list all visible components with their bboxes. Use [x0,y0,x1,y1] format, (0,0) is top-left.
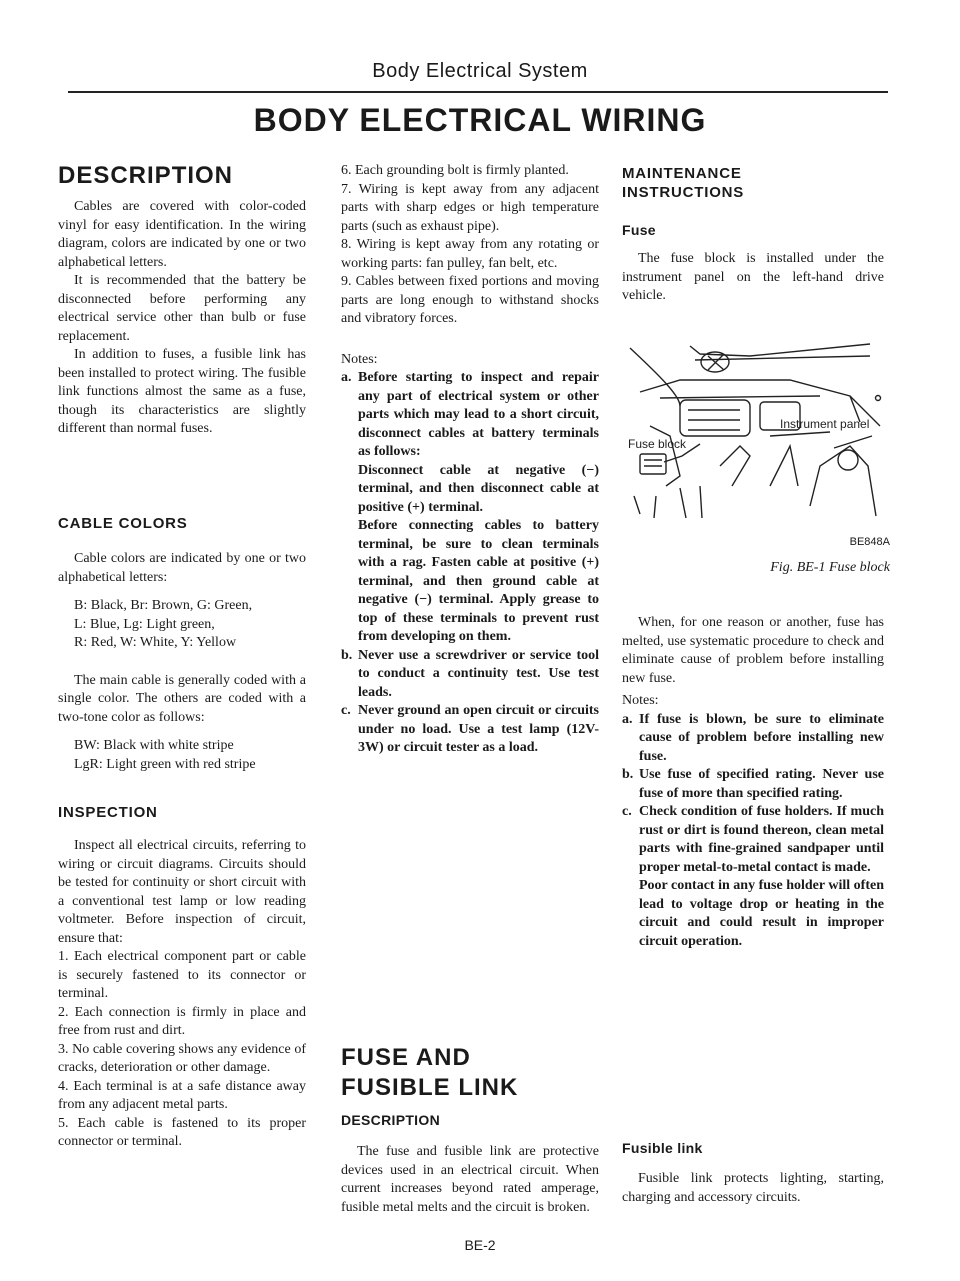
description-section [58,198,306,439]
inspection-paragraph: Inspect all electrical circuits, referring to wiring or circuit diagrams. Circuits should be tested for continuity or short circuit with a conventional test lamp or low reading voltmeter. Before inspection of circuit, ensure that: [58,838,306,946]
color-code-line-3: R: Red, W: White, Y: Yellow [74,635,237,650]
inspection-heading: INSPECTION [58,804,158,821]
notes-label: Notes: [341,351,378,367]
note-a-paragraph-3: Before connecting cables to battery terminal, be sure to clean terminals with a rag. Fasten cable at positive (+) terminal, and then ground cable at negative (−) terminal. Apply grease to top of these terminals to prevent rust from developing on them. [358,518,599,644]
fuse-note-c-paragraph-2: Poor contact in any fuse holder will often lead to voltage drop or heating in the circuit and could result in improper circuit operation. [639,878,884,949]
fuse-heading-line-1: FUSE AND [341,1044,471,1071]
note-a-paragraph-2: Disconnect cable at negative (−) terminal, and then disconnect cable at positive (+) terminal. [358,462,599,515]
fusible-link-heading: Fusible link [622,1140,703,1156]
inspection-item-9: 9. Cables between fixed portions and moving parts are long enough to withstand shocks and vibratory forces. [341,274,599,326]
page-title: BODY ELECTRICAL WIRING [253,102,707,138]
note-a [341,369,599,647]
fuse-location-paragraph: The fuse block is installed under the instrument panel on the left-hand drive vehicle. [622,251,884,303]
inspection-item-2: 2. Each connection is firmly in place and free from rust and dirt. [58,1004,306,1038]
fuse-note-c-paragraph-1: Check condition of fuse holders. If much rust or dirt is found thereon, clean metal parts with fine-grained sandpaper until proper metal-to-metal contact is made. [639,804,884,875]
inspection-item-8: 8. Wiring is kept away from any rotating or working parts: fan pulley, fan belt, etc. [341,237,599,271]
two-tone-line-1: BW: Black with white stripe [74,738,234,753]
inspection-continued-section [341,162,599,758]
header-rule [68,91,888,93]
color-code-line-1: B: Black, Br: Brown, G: Green, [74,598,253,613]
fuse-note-b [622,766,884,803]
inspection-item-1: 1. Each electrical component part or cable is securely fastened to its connector or terminal. [58,949,306,1001]
running-header: Body Electrical System [372,60,588,82]
note-c [341,702,599,758]
fuse-procedure-paragraph: When, for one reason or another, fuse has melted, use systematic procedure to check and eliminate cause of problem before installing new fuse. [622,615,884,686]
fuse-notes-label: Notes: [622,693,659,708]
page-number: BE-2 [464,1237,496,1253]
fusible-link-paragraph: Fusible link protects lighting, starting, charging and accessory circuits. [622,1171,884,1205]
cable-colors-heading: CABLE COLORS [58,515,188,532]
fuse-description-heading: DESCRIPTION [341,1112,440,1128]
figure-caption: Fig. BE-1 Fuse block [770,560,890,575]
maintenance-heading-line-1: MAINTENANCE [622,165,742,182]
fuse-notes-section [622,692,884,951]
cable-colors-intro: Cable colors are indicated by one or two alphabetical letters: [58,551,306,585]
two-tone-line-2: LgR: Light green with red stripe [74,756,256,772]
cable-colors-section [58,550,306,774]
note-c-label: c. [341,703,351,718]
figure-code: BE848A [849,536,890,548]
fuse-note-a [622,711,884,767]
inspection-item-6: 6. Each grounding bolt is firmly planted. [341,163,569,178]
figure-label-fuse-block: Fuse block [628,437,687,451]
fuse-note-a-label: a. [622,711,633,727]
fuse-block-figure [620,336,890,551]
fuse-subheading: Fuse [622,222,656,238]
note-c-text: Never ground an open circuit or circuits under no load. Use a test lamp (12V-3W) or circuit tester as a load. [358,703,599,755]
inspection-item-5: 5. Each cable is fastened to its proper connector or terminal. [58,1115,306,1149]
inspection-item-4: 4. Each terminal is at a safe distance away from any adjacent metal parts. [58,1078,306,1112]
fuse-note-c [622,803,884,951]
note-a-label: a. [341,370,352,385]
note-b [341,647,599,703]
inspection-item-7: 7. Wiring is kept away from any adjacent parts with sharp edges or high temperature parts (such as exhaust pipe). [341,181,599,234]
cable-colors-two-tone-intro: The main cable is generally coded with a single color. The others are coded with a two-tone color as follows: [58,672,306,725]
note-a-paragraph-1: Before starting to inspect and repair any part of electrical system or other parts which may lead to a short circuit, disconnect cables at battery terminals as follows: [358,370,599,459]
inspection-section [58,837,306,1152]
fuse-note-a-text: If fuse is blown, be sure to eliminate cause of problem before installing new fuse. [639,711,884,764]
fuse-note-c-label: c. [622,804,632,819]
fuse-heading-line-2: FUSIBLE LINK [341,1074,519,1101]
figure-label-instrument-panel: Instrument panel [780,417,870,431]
description-paragraph-3: In addition to fuses, a fusible link has been installed to protect wiring. The fusible link functions almost the same as a fuse, though its characteristics are slightly different than normal fuses. [58,347,306,436]
maintenance-heading-line-2: INSTRUCTIONS [622,184,745,201]
description-paragraph-2: It is recommended that the battery be disconnected before performing any electrical service other than bulb or fuse replacement. [58,273,306,344]
description-paragraph-1: Cables are covered with color-coded vinyl for easy identification. In the wiring diagram, colors are indicated by one or two alphabetical letters. [58,199,306,270]
fuse-description-paragraph: The fuse and fusible link are protective devices used in an electrical circuit. When current increases beyond rated amperage, fusible metal melts and the circuit is broken. [341,1144,599,1215]
fuse-block-illustration [620,336,890,526]
description-heading: DESCRIPTION [58,162,234,189]
color-code-line-2: L: Blue, Lg: Light green, [74,616,215,632]
note-b-text: Never use a screwdriver or service tool to conduct a continuity test. Use test leads. [358,647,599,700]
fuse-note-b-text: Use fuse of specified rating. Never use fuse of more than specified rating. [639,767,884,801]
fuse-note-b-label: b. [622,767,634,782]
inspection-item-3: 3. No cable covering shows any evidence of cracks, deterioration or other damage. [58,1041,306,1075]
note-b-label: b. [341,647,353,663]
